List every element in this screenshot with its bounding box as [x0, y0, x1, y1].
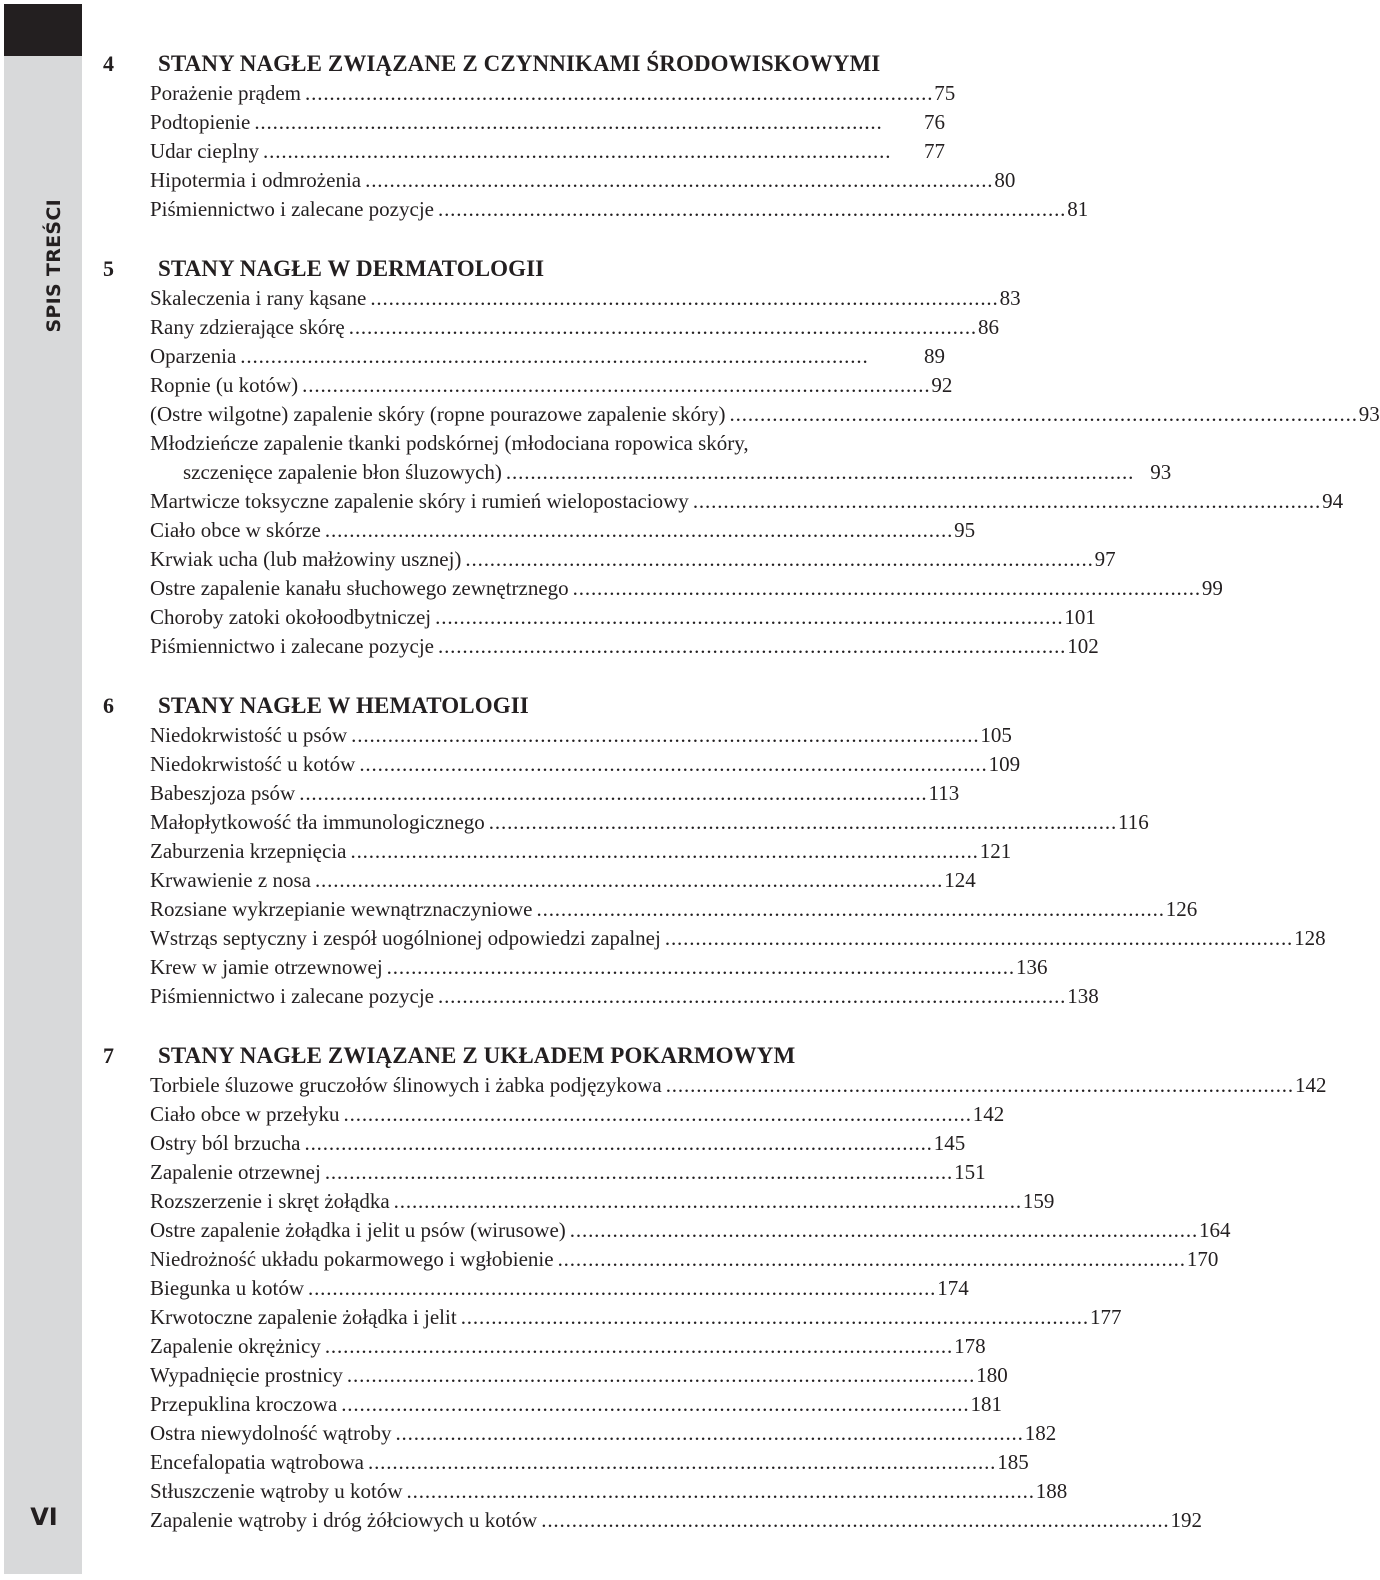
toc-entry[interactable]: [95, 1419, 1057, 1448]
toc-entry-title: Stłuszczenie wątroby u kotów: [150, 1479, 403, 1503]
toc-entry-title: Udar cieplny: [150, 139, 260, 163]
dot-leader: [573, 574, 1198, 603]
toc-entry-page: 128: [1294, 926, 1326, 950]
toc-entry-page: 89: [924, 344, 945, 368]
toc-entry-title: Krwotoczne zapalenie żołądka i jelit: [150, 1305, 457, 1329]
dot-leader: [299, 779, 924, 808]
dot-leader: [325, 1158, 950, 1187]
toc-entry-page: 99: [1201, 576, 1223, 600]
chapter-heading: [95, 1040, 955, 1071]
toc-entry-title: Krwiak ucha (lub małżowiny usznej): [150, 547, 462, 571]
dot-leader: [693, 487, 1318, 516]
toc-entry[interactable]: [95, 400, 1380, 429]
toc-entry[interactable]: [95, 779, 960, 808]
toc-entry-page: 145: [933, 1131, 966, 1155]
toc-entry[interactable]: [95, 313, 999, 342]
toc-entry-page: 109: [988, 752, 1021, 776]
toc-entry-title: Zapalenie okrężnicy: [150, 1334, 321, 1358]
toc-entry-page: 92: [931, 373, 953, 397]
dot-leader: [350, 837, 975, 866]
toc-entry-title: Hipotermia i odmrożenia: [150, 168, 362, 192]
toc-entry-page: 178: [954, 1334, 986, 1358]
dot-leader: [489, 808, 1114, 837]
toc-entry[interactable]: [95, 429, 1172, 487]
toc-entry[interactable]: [95, 1216, 1231, 1245]
toc-entry-page: 136: [1015, 955, 1048, 979]
sidebar-label: [23, 199, 65, 340]
chapter-title: STANY NAGŁE W HEMATOLOGII: [158, 692, 529, 718]
toc-entry-title: Podtopienie: [150, 110, 251, 134]
toc-entry[interactable]: [95, 79, 955, 108]
toc-entry[interactable]: [95, 1477, 1068, 1506]
toc-entry[interactable]: [95, 342, 955, 371]
toc-entry-title: Krew w jamie otrzewnowej: [150, 955, 383, 979]
dot-leader: [349, 313, 974, 342]
toc-entry-title: Babeszjoza psów: [150, 781, 296, 805]
toc-entry[interactable]: [95, 1129, 966, 1158]
toc-entry-page: 124: [944, 868, 976, 892]
toc-entry[interactable]: [95, 137, 955, 166]
toc-entry[interactable]: [95, 1390, 1002, 1419]
toc-entry-title: Ostra niewydolność wątroby: [150, 1421, 392, 1445]
chapter-section: [95, 690, 1326, 1011]
toc-entry-title: Porażenie prądem: [150, 81, 302, 105]
toc-entry-title: Małopłytkowość tła immunologicznego: [150, 810, 485, 834]
dot-leader: [359, 750, 984, 779]
toc-entry[interactable]: [95, 487, 1344, 516]
toc-entry-page: 93: [1358, 402, 1380, 426]
toc-entry[interactable]: [95, 953, 1048, 982]
toc-entry-page: 105: [980, 723, 1012, 747]
dot-leader: [395, 1419, 1020, 1448]
chapter-number: 7: [103, 1042, 114, 1068]
dot-leader: [438, 632, 1063, 661]
toc-entry-title: Ciało obce w przełyku: [150, 1102, 340, 1126]
dot-leader: [438, 982, 1063, 1011]
toc-entry-title: Ciało obce w skórze: [150, 518, 321, 542]
toc-entry-page: 94: [1322, 489, 1344, 513]
toc-entry-title: Zapalenie wątroby i dróg żółciowych u kotów: [150, 1508, 538, 1532]
toc-entry[interactable]: [95, 195, 1089, 224]
toc-entry-page: 142: [972, 1102, 1005, 1126]
toc-entry[interactable]: [95, 166, 1016, 195]
chapter-title: STANY NAGŁE ZWIĄZANE Z CZYNNIKAMI ŚRODOWISKOWYMI: [158, 50, 881, 76]
toc-entry-page: 101: [1064, 605, 1096, 629]
toc-entry-page: 77: [924, 139, 945, 163]
toc-entry[interactable]: [95, 632, 1099, 661]
chapter-section: [95, 48, 1089, 224]
dot-leader: [325, 516, 950, 545]
chapter-number: 5: [103, 255, 114, 281]
toc-entry-title: Krwawienie z nosa: [150, 868, 311, 892]
dot-leader: [305, 79, 930, 108]
toc-entry[interactable]: [95, 1071, 1327, 1100]
toc-entry-title: Rany zdzierające skórę: [150, 315, 345, 339]
chapter-heading: [95, 48, 955, 79]
dot-leader: [570, 1216, 1195, 1245]
toc-entry-title: Ostry ból brzucha: [150, 1131, 301, 1155]
chapter-heading: [95, 690, 955, 721]
toc-entry[interactable]: [95, 1100, 1005, 1129]
dot-leader: [558, 1245, 1183, 1274]
toc-entry[interactable]: [95, 837, 1012, 866]
dot-leader: [407, 1477, 1032, 1506]
dot-leader: [308, 1274, 933, 1303]
dot-leader: [341, 1390, 966, 1419]
toc-entry[interactable]: [95, 721, 1012, 750]
dot-leader: [263, 137, 905, 166]
dot-leader: [438, 195, 1063, 224]
chapter-heading: [95, 253, 955, 284]
toc-entry-title: Ostre zapalenie kanału słuchowego zewnętrznego: [150, 576, 569, 600]
toc-entry-page: 80: [994, 168, 1016, 192]
toc-entry-title: Torbiele śluzowe gruczołów ślinowych i żabka podjęzykowa: [150, 1073, 662, 1097]
dot-leader: [537, 895, 1162, 924]
toc-entry-page: 86: [978, 315, 999, 339]
toc-entry-page: 121: [979, 839, 1012, 863]
toc-entry[interactable]: [95, 924, 1326, 953]
toc-entry[interactable]: [95, 1274, 969, 1303]
toc-entry[interactable]: [95, 108, 955, 137]
toc-entry[interactable]: [95, 866, 976, 895]
toc-entry-page: 116: [1118, 810, 1149, 834]
dot-leader: [351, 721, 976, 750]
toc-entry-page: 102: [1067, 634, 1099, 658]
toc-entry[interactable]: [95, 895, 1198, 924]
toc-entry-title: Ropnie (u kotów): [150, 373, 299, 397]
chapter-section: [95, 1040, 1327, 1535]
toc-entry-page: 97: [1094, 547, 1116, 571]
dot-leader: [368, 1448, 993, 1477]
dot-leader: [506, 458, 1131, 487]
dot-leader: [394, 1187, 1019, 1216]
dot-leader: [315, 866, 940, 895]
toc-entry-title: Niedokrwistość u kotów: [150, 752, 356, 776]
toc-entry-title: Piśmiennictwo i zalecane pozycje: [150, 197, 434, 221]
toc-entry-title: Niedrożność układu pokarmowego i wgłobienie: [150, 1247, 554, 1271]
toc-entry-title: Ostre zapalenie żołądka i jelit u psów (wirusowe): [150, 1218, 566, 1242]
sidebar-dark-tab: [4, 4, 82, 56]
toc-entry[interactable]: [95, 371, 955, 400]
toc-entry[interactable]: [95, 603, 1096, 632]
toc-entry-page: 164: [1199, 1218, 1231, 1242]
toc-entry-title: Zaburzenia krzepnięcia: [150, 839, 347, 863]
toc-entry-title: Rozszerzenie i skręt żołądka: [150, 1189, 390, 1213]
chapter-number: 6: [103, 692, 114, 718]
chapter-section: [95, 253, 1380, 661]
toc-entry-page: 75: [934, 81, 956, 105]
toc-entry-page: 188: [1035, 1479, 1068, 1503]
toc-entry-title: Piśmiennictwo i zalecane pozycje: [150, 634, 434, 658]
toc-entry-page: 113: [928, 781, 960, 805]
page-number: VI: [30, 1503, 58, 1531]
toc-entry-page: 151: [954, 1160, 986, 1184]
toc-entry-page: 180: [976, 1363, 1008, 1387]
toc-entry[interactable]: [95, 545, 1116, 574]
toc-entry-title: Piśmiennictwo i zalecane pozycje: [150, 984, 434, 1008]
toc-entry-page: 83: [999, 286, 1021, 310]
toc-entry-page: 192: [1170, 1508, 1202, 1532]
toc-entry-title: Zapalenie otrzewnej: [150, 1160, 321, 1184]
toc-entry-title: Encefalopatia wątrobowa: [150, 1450, 364, 1474]
toc-entry[interactable]: [95, 1245, 1219, 1274]
dot-leader: [254, 108, 905, 137]
toc-entry-title: Młodzieńcze zapalenie tkanki podskórnej (młodociana ropowica skóry,: [150, 431, 749, 455]
toc-entry[interactable]: [95, 574, 1223, 603]
dot-leader: [344, 1100, 969, 1129]
toc-entry-title: Niedokrwistość u psów: [150, 723, 348, 747]
dot-leader: [665, 924, 1290, 953]
toc-entry-page: 126: [1165, 897, 1198, 921]
toc-entry[interactable]: [95, 284, 1021, 313]
dot-leader: [325, 1332, 950, 1361]
toc-entry[interactable]: [95, 1187, 1055, 1216]
dot-leader: [461, 1303, 1086, 1332]
dot-leader: [240, 342, 905, 371]
toc-entry-title: Wstrząs septyczny i zespół uogólnionej odpowiedzi zapalnej: [150, 926, 661, 950]
toc-entry-title: Przepuklina kroczowa: [150, 1392, 338, 1416]
toc-entry[interactable]: [95, 1506, 1202, 1535]
toc-entry-title: (Ostre wilgotne) zapalenie skóry (ropne pourazowe zapalenie skóry): [150, 402, 726, 426]
toc-entry[interactable]: [95, 1332, 986, 1361]
table-of-contents: [95, 48, 1380, 1564]
toc-entry[interactable]: [95, 1158, 986, 1187]
toc-entry-title: szczenięce zapalenie błon śluzowych): [183, 460, 502, 484]
dot-leader: [666, 1071, 1291, 1100]
toc-entry-page: 177: [1089, 1305, 1122, 1329]
toc-entry[interactable]: [95, 1361, 1008, 1390]
toc-entry-title: Skaleczenia i rany kąsane: [150, 286, 367, 310]
toc-entry-page: 95: [954, 518, 976, 542]
toc-entry-title: Biegunka u kotów: [150, 1276, 304, 1300]
dot-leader: [370, 284, 995, 313]
chapter-title: STANY NAGŁE W DERMATOLOGII: [158, 255, 545, 281]
toc-entry[interactable]: [95, 808, 1149, 837]
toc-entry-page: 81: [1067, 197, 1089, 221]
toc-entry[interactable]: [95, 516, 976, 545]
dot-leader: [465, 545, 1090, 574]
toc-entry-page: 182: [1024, 1421, 1057, 1445]
toc-entry-page: 138: [1067, 984, 1099, 1008]
toc-entry-page: 159: [1022, 1189, 1055, 1213]
dot-leader: [387, 953, 1012, 982]
dot-leader: [365, 166, 990, 195]
dot-leader: [730, 400, 1355, 429]
toc-entry-page: 93: [1150, 460, 1172, 484]
toc-entry[interactable]: [95, 982, 1099, 1011]
toc-entry-title: Oparzenia: [150, 344, 237, 368]
toc-entry-page: 174: [937, 1276, 969, 1300]
toc-entry-page: 185: [997, 1450, 1029, 1474]
toc-entry-page: 181: [970, 1392, 1002, 1416]
chapter-title: STANY NAGŁE ZWIĄZANE Z UKŁADEM POKARMOWYM: [158, 1042, 796, 1068]
toc-entry-title: Rozsiane wykrzepianie wewnątrznaczyniowe: [150, 897, 533, 921]
toc-entry[interactable]: [95, 1448, 1029, 1477]
sidebar-label-text: SPIS TREŚCI: [43, 199, 65, 333]
dot-leader: [304, 1129, 929, 1158]
toc-entry[interactable]: [95, 1303, 1122, 1332]
toc-entry[interactable]: [95, 750, 1021, 779]
dot-leader: [435, 603, 1060, 632]
toc-entry-page: 142: [1294, 1073, 1327, 1097]
toc-entry-title: Wypadnięcie prostnicy: [150, 1363, 343, 1387]
chapter-number: 4: [103, 50, 114, 76]
dot-leader: [541, 1506, 1166, 1535]
dot-leader: [347, 1361, 972, 1390]
dot-leader: [302, 371, 927, 400]
toc-entry-title: Choroby zatoki okołoodbytniczej: [150, 605, 432, 629]
toc-entry-title: Martwicze toksyczne zapalenie skóry i rumień wielopostaciowy: [150, 489, 689, 513]
toc-entry-page: 170: [1186, 1247, 1219, 1271]
toc-entry-page: 76: [924, 110, 945, 134]
